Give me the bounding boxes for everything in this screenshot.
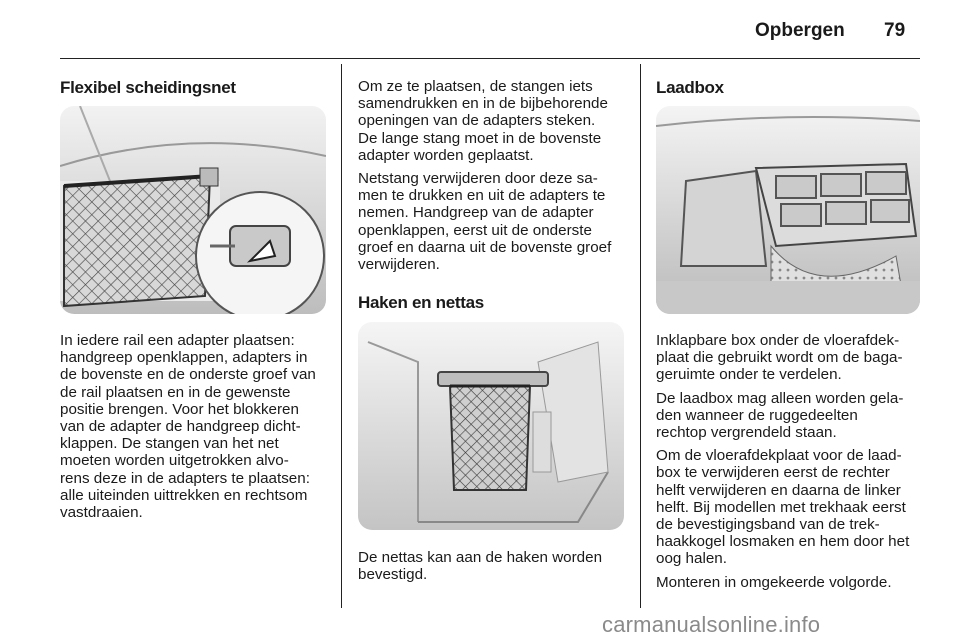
text-line: De lange stang moet in de bovenste bbox=[358, 129, 602, 147]
text-line: helft. Bij modellen met trekhaak eerst bbox=[656, 498, 906, 516]
paragraph bbox=[656, 390, 946, 442]
text-line: verwijderen. bbox=[358, 256, 440, 274]
section-heading-laadbox: Laadbox bbox=[656, 78, 724, 97]
cargo-net-adapter-illustration bbox=[60, 106, 326, 319]
body-text-col3 bbox=[656, 332, 946, 597]
text-line: men te drukken en uit de adapters te bbox=[358, 187, 606, 205]
text-line: Om de vloerafdekplaat voor de laad- bbox=[656, 447, 902, 465]
text-line: alle uiteinden uittrekken en rechtsom bbox=[60, 486, 308, 504]
text-line: van de adapter de handgreep dicht- bbox=[60, 418, 301, 436]
column-divider-2 bbox=[640, 64, 641, 608]
watermark: carmanualsonline.info bbox=[602, 612, 821, 637]
text-line: Netstang verwijderen door deze sa- bbox=[358, 170, 598, 188]
section-heading-flexibel-scheidingsnet: Flexibel scheidingsnet bbox=[60, 78, 236, 97]
text-line: oog halen. bbox=[656, 550, 727, 568]
text-line: vastdraaien. bbox=[60, 504, 143, 522]
section-heading-haken-en-nettas: Haken en nettas bbox=[358, 293, 484, 312]
text-line: adapter worden geplaatst. bbox=[358, 146, 534, 164]
paragraph bbox=[358, 78, 638, 164]
text-line: handgreep openklappen, adapters in bbox=[60, 349, 308, 367]
text-line: samendrukken en in de bijbehorende bbox=[358, 95, 608, 113]
text-line: rens deze in de adapters te plaatsen: bbox=[60, 469, 310, 487]
text-line: moeten worden uitgetrokken alvo- bbox=[60, 452, 289, 470]
body-text-col2-bottom bbox=[358, 549, 638, 583]
paragraph bbox=[358, 170, 638, 273]
paragraph bbox=[656, 574, 946, 591]
text-line: geruimte onder te verdelen. bbox=[656, 366, 842, 384]
load-box-illustration bbox=[656, 106, 920, 319]
text-line: nemen. Handgreep van de adapter bbox=[358, 204, 594, 222]
text-line: Inklapbare box onder de vloerafdek- bbox=[656, 332, 900, 349]
text-line: positie brengen. Voor het blokkeren bbox=[60, 400, 299, 418]
body-text-col2-top bbox=[358, 78, 638, 279]
text-line: den wanneer de ruggedeelten bbox=[656, 406, 858, 424]
text-line: helft verwijderen en daarna de linker bbox=[656, 481, 901, 499]
text-line: openingen van de adapters steken. bbox=[358, 112, 596, 130]
text-line: de bevestigingsband van de trek- bbox=[656, 516, 880, 534]
text-line: Monteren in omgekeerde volgorde. bbox=[656, 573, 892, 591]
text-line: De laadbox mag alleen worden gela- bbox=[656, 389, 904, 407]
text-line: De nettas kan aan de haken worden bbox=[358, 549, 603, 566]
text-line: Om ze te plaatsen, de stangen iets bbox=[358, 78, 593, 95]
text-line: groef en daarna uit de bovenste groef bbox=[358, 238, 612, 256]
header-divider bbox=[60, 58, 920, 59]
page-number: 79 bbox=[884, 20, 906, 41]
text-line: box te verwijderen eerst de rechter bbox=[656, 464, 890, 482]
paragraph bbox=[656, 332, 946, 384]
text-line: openklappen, eerst uit de onderste bbox=[358, 221, 592, 239]
text-line: plaat die gebruikt wordt om de baga- bbox=[656, 349, 903, 367]
text-line: de rail plaatsen en in de gewenste bbox=[60, 383, 291, 401]
page-header-title: Opbergen bbox=[755, 20, 845, 41]
text-line: In iedere rail een adapter plaatsen: bbox=[60, 332, 295, 349]
column-divider-1 bbox=[341, 64, 342, 608]
text-line: bevestigd. bbox=[358, 566, 428, 584]
text-line: haakkogel losmaken en hem door het bbox=[656, 533, 910, 551]
text-line: de bovenste en de onderste groef van bbox=[60, 366, 316, 384]
body-text-col1 bbox=[60, 332, 340, 521]
text-line: rechtop vergrendeld staan. bbox=[656, 424, 837, 442]
net-bag-illustration bbox=[358, 322, 624, 535]
text-line: klappen. De stangen van het net bbox=[60, 435, 279, 453]
paragraph bbox=[656, 447, 946, 567]
